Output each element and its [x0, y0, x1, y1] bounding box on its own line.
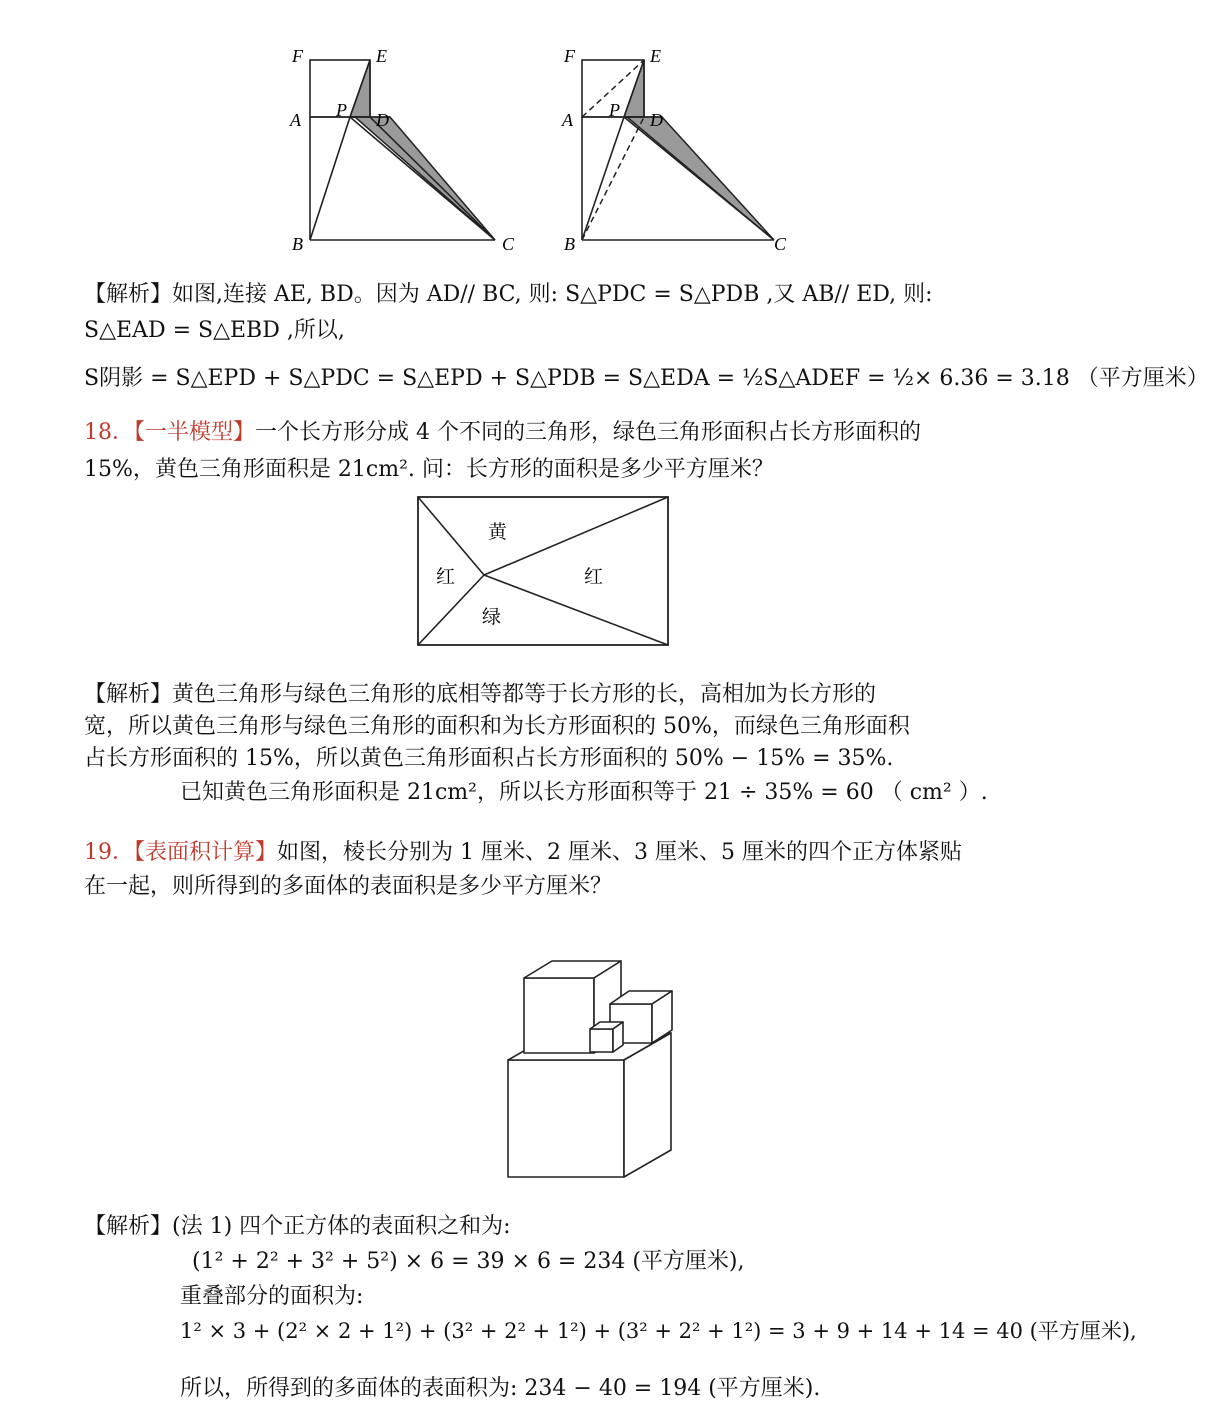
- label-F: F: [564, 46, 575, 66]
- solution-18-line-2: 宽，所以黄色三角形与绿色三角形的面积和为长方形面积的 50%，而绿色三角形面积: [84, 714, 910, 739]
- question-text: 一个长方形分成 4 个不同的三角形，绿色三角形面积占长方形面积的: [255, 420, 922, 445]
- question-19-line-1: [84, 838, 962, 868]
- label-D: D: [650, 110, 663, 130]
- region-yellow-label: 黄: [488, 521, 508, 543]
- label-A: A: [290, 110, 301, 130]
- label-C: C: [502, 234, 515, 254]
- solution-17-line-1: 【解析】如图,连接 AE, BD。因为 AD// BC, 则: S△PDC = S△PDB ,又 AB// ED, 则:: [84, 282, 933, 307]
- region-red-left-label: 红: [436, 566, 456, 588]
- region-red-right-label: 红: [584, 566, 604, 588]
- label-P: P: [609, 100, 620, 120]
- solution-18-line-4: 已知黄色三角形面积是 21cm²，所以长方形面积等于 21 ÷ 35% = 60 （ cm² ）.: [180, 780, 988, 805]
- label-F: F: [292, 46, 303, 66]
- question-18-line-1: [84, 418, 921, 448]
- label-E: E: [376, 46, 387, 66]
- question-tag: 【一半模型】: [134, 420, 256, 445]
- question-18-line-2: 15%，黄色三角形面积是 21cm². 问：长方形的面积是多少平方厘米？: [84, 457, 774, 482]
- solution-19-line-4: 1² × 3 + (2² × 2 + 1²) + (3² + 2² + 1²) + (3² + 2² + 1²) = 3 + 9 + 14 + 14 = 40 (平方厘米),: [180, 1319, 1137, 1343]
- solution-18-line-3: 占长方形面积的 15%，所以黄色三角形面积占长方形面积的 50% − 15% = 35%.: [84, 746, 894, 771]
- solution-19-line-2: (1² + 2² + 3² + 5²) × 6 = 39 × 6 = 234 (平方厘米),: [192, 1249, 745, 1274]
- solution-17-line-3: S阴影 = S△EPD + S△PDC = S△EPD + S△PDB = S△EDA = ½S△ADEF = ½× 6.36 = 3.18 （平方厘米）: [84, 366, 1209, 391]
- label-P: P: [336, 100, 347, 120]
- question-number: 19．: [84, 840, 134, 865]
- label-D: D: [376, 110, 389, 130]
- solution-19-line-1: 【解析】(法 1) 四个正方体的表面积之和为:: [84, 1214, 511, 1239]
- label-E: E: [650, 46, 661, 66]
- solution-19-line-3: 重叠部分的面积为:: [180, 1284, 364, 1309]
- figure-19-cubes: [500, 955, 680, 1185]
- figure-17-right: [552, 40, 812, 260]
- label-B: B: [292, 234, 303, 254]
- label-B: B: [564, 234, 575, 254]
- question-number: 18．: [84, 420, 134, 445]
- shaded-wedge: [370, 117, 495, 240]
- label-A: A: [562, 110, 573, 130]
- label-C: C: [774, 234, 787, 254]
- solution-18-line-1: 【解析】黄色三角形与绿色三角形的底相等都等于长方形的长，高相加为长方形的: [84, 682, 877, 707]
- question-tag: 【表面积计算】: [134, 840, 278, 865]
- figure-18-rectangle: [416, 495, 672, 649]
- figure-17-left: [280, 40, 540, 260]
- question-19-line-2: 在一起，则所得到的多面体的表面积是多少平方厘米？: [84, 874, 613, 899]
- solution-19-line-5: 所以，所得到的多面体的表面积为: 234 − 40 = 194 (平方厘米).: [180, 1376, 821, 1401]
- solution-17-line-2: S△EAD = S△EBD ,所以,: [84, 318, 345, 343]
- region-green-label: 绿: [482, 606, 502, 628]
- question-text: 如图，棱长分别为 1 厘米、2 厘米、3 厘米、5 厘米的四个正方体紧贴: [277, 840, 962, 865]
